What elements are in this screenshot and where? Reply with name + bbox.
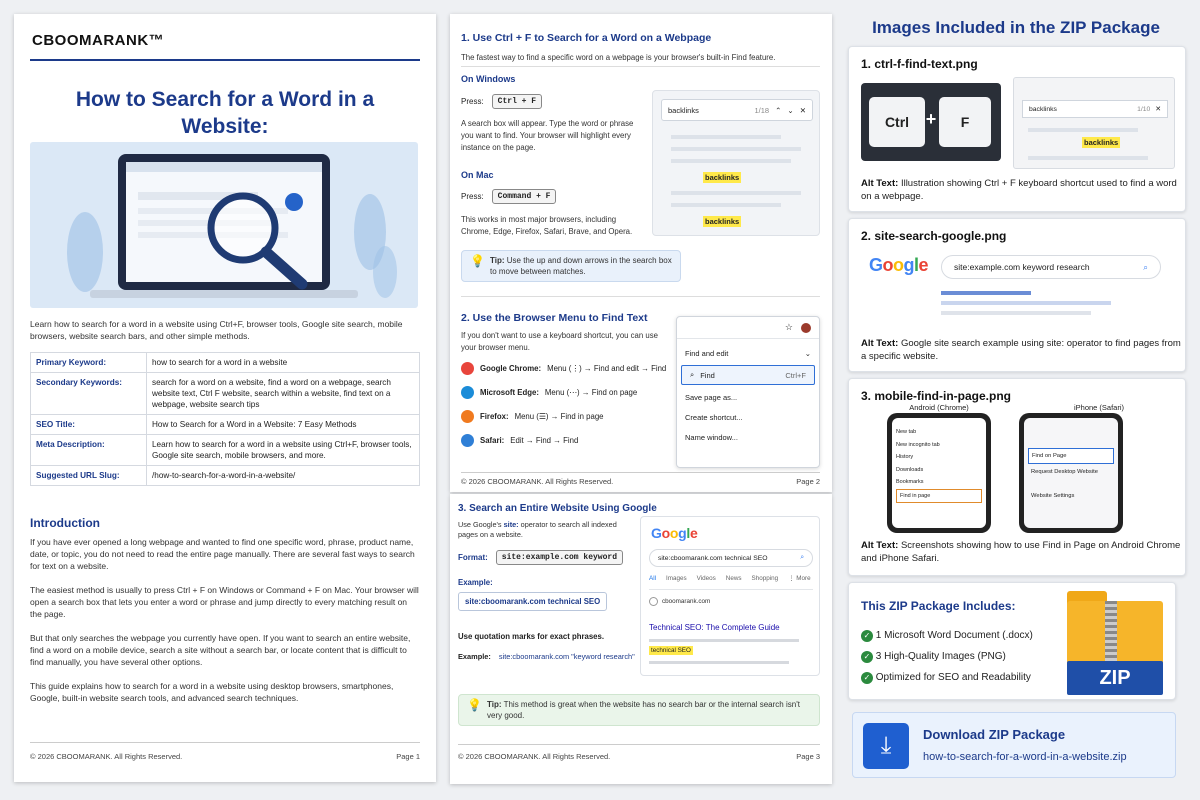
- press-label: Press:: [461, 97, 484, 106]
- keyboard-illustration: [861, 83, 1001, 161]
- find-bar[interactable]: [1022, 100, 1168, 118]
- table-row: [31, 373, 420, 415]
- image-filename: 3. mobile-find-in-page.png: [861, 389, 1011, 403]
- title-line-1: How to Search for a Word in a Website:: [75, 88, 375, 138]
- table-value: /how-to-search-for-a-word-in-a-website/: [147, 466, 420, 486]
- footer-rule: [458, 744, 820, 745]
- menu-item[interactable]: Bookmarks: [896, 479, 924, 485]
- menu-item-find[interactable]: [681, 365, 815, 385]
- mac-shortcut-row: [461, 189, 556, 204]
- android-phone: [887, 413, 991, 533]
- search-icon: ⌕: [690, 370, 695, 379]
- android-screen: [892, 418, 986, 528]
- star-icon[interactable]: ☆: [784, 322, 793, 332]
- result-line: [941, 291, 1031, 295]
- download-icon: ⤓: [863, 723, 909, 769]
- table-key: SEO Title:: [31, 415, 147, 435]
- seo-table: [30, 352, 420, 486]
- menu-label: Find and edit: [685, 348, 729, 358]
- image-filename: 1. ctrl-f-find-text.png: [861, 57, 978, 71]
- find-bar-illustration: [652, 90, 820, 236]
- browser-name: Safari:: [480, 435, 505, 445]
- zip-contents-list: [861, 625, 1033, 688]
- f-key: F: [939, 97, 991, 147]
- format-row: [458, 550, 623, 565]
- images-heading: Images Included in the ZIP Package: [872, 18, 1160, 37]
- tip-text: This method is great when the website has no search bar or the internal search isn't very good.: [487, 700, 800, 720]
- tab-all[interactable]: All: [649, 575, 656, 582]
- browser-toolbar: [677, 317, 819, 339]
- image-filename: 2. site-search-google.png: [861, 229, 1007, 243]
- example-label: Example:: [458, 652, 491, 661]
- search-query: site:example.com keyword research: [954, 262, 1090, 272]
- tip-label: Tip:: [490, 256, 505, 265]
- google-search-box[interactable]: [649, 549, 813, 567]
- google-search-box[interactable]: [941, 255, 1161, 279]
- table-value: how to search for a word in a website: [147, 353, 420, 373]
- page-number: Page 3: [796, 752, 820, 761]
- menu-item[interactable]: New incognito tab: [896, 441, 940, 448]
- browser-name: Microsoft Edge:: [480, 387, 539, 397]
- table-value: Learn how to search for a word in a website using Ctrl+F, browser tools, Google site search, mobile browsers, and more.: [147, 435, 420, 466]
- table-value: search for a word on a website, find a word on a webpage, search website text, Ctrl F website, search within a website, find text on a webpage, website search tips: [147, 373, 420, 415]
- table-key: Suggested URL Slug:: [31, 466, 147, 486]
- tab-news[interactable]: News: [725, 575, 742, 582]
- divider: [649, 589, 813, 590]
- chevron-up-icon[interactable]: ⌃: [775, 105, 782, 115]
- download-zip-button[interactable]: [852, 712, 1176, 778]
- lightbulb-icon: 💡: [470, 254, 485, 268]
- menu-path: Menu (⋮) → Find and edit → Find: [547, 363, 667, 373]
- brand-logo: CBOOMARANK™: [32, 32, 165, 49]
- windows-shortcut-row: [461, 94, 542, 109]
- plus-sign: +: [925, 109, 937, 129]
- example-label: Example:: [458, 578, 493, 587]
- tip-text: Use the up and down arrows in the search box to move between matches.: [490, 256, 672, 276]
- windows-heading: On Windows: [461, 74, 516, 84]
- firefox-icon: [461, 410, 474, 423]
- section-1-heading: 1. Use Ctrl + F to Search for a Word on a Webpage: [461, 32, 712, 44]
- safari-icon: [461, 434, 474, 447]
- menu-label: Save page as...: [685, 392, 738, 402]
- iphone-screen: [1024, 418, 1118, 528]
- windows-text: A search box will appear. Type the word or phrase you want to find. Your browser will highlight every instance on the page.: [461, 119, 634, 152]
- text-line: [671, 135, 781, 139]
- find-query: backlinks: [668, 105, 699, 115]
- section-3-lead: Use Google's site: operator to search all indexed pages on a website.: [458, 520, 617, 539]
- tab-shopping[interactable]: Shopping: [751, 575, 779, 582]
- table-row: [31, 466, 420, 486]
- result-domain: cboomarank.com: [662, 598, 711, 605]
- format-value: site:example.com keyword: [496, 550, 623, 565]
- quote-example-value: site:cboomarank.com "keyword research": [498, 652, 635, 661]
- table-row: [31, 435, 420, 466]
- chevron-down-icon: ⌄: [804, 348, 811, 358]
- search-icon[interactable]: ⌕: [1143, 261, 1148, 272]
- table-key: Primary Keyword:: [31, 353, 147, 373]
- ctrl-key: Ctrl: [869, 97, 925, 147]
- snippet-highlight: technical SEO: [651, 647, 691, 654]
- download-title: Download ZIP Package: [923, 727, 1066, 742]
- zip-folder-icon: [1067, 591, 1163, 695]
- chevron-down-icon[interactable]: ⌄: [787, 105, 794, 115]
- edge-icon: [461, 386, 474, 399]
- page-number: Page 1: [396, 752, 420, 761]
- browser-name: Firefox:: [480, 411, 509, 421]
- tip-label: Tip:: [487, 700, 502, 709]
- menu-label: Create shortcut...: [685, 412, 743, 422]
- image-card-1: [848, 46, 1186, 212]
- iphone-phone: [1019, 413, 1123, 533]
- header-rule: [30, 59, 420, 61]
- quote-heading: Use quotation marks for exact phrases.: [458, 632, 605, 641]
- google-logo: Google: [651, 525, 698, 541]
- menu-path: Edit → Find → Find: [510, 435, 579, 445]
- chrome-icon: [461, 362, 474, 375]
- list-item: [461, 428, 681, 452]
- search-icon[interactable]: ⌕: [800, 554, 804, 561]
- shortcut-hint: Ctrl+F: [785, 370, 806, 380]
- find-bar-illustration: [1013, 77, 1175, 169]
- google-tabs: [649, 575, 811, 582]
- mac-text: This works in most major browsers, including Chrome, Edge, Firefox, Safari, Brave, and Opera.: [461, 215, 633, 236]
- match-count: 1/18: [754, 105, 770, 115]
- section-3-heading: 3. Search an Entire Website Using Google: [458, 503, 657, 514]
- intro-summary: Learn how to search for a word in a website using Ctrl+F, browser tools, Google site search, mobile browsers, website search bars, and other simple methods.: [30, 319, 403, 341]
- image-card-2: [848, 218, 1186, 372]
- menu-item-create-shortcut[interactable]: [677, 407, 819, 427]
- zip-contents-card: [848, 582, 1176, 700]
- search-query: site:cboomarank.com technical SEO: [658, 554, 768, 562]
- zip-badge: ZIP: [1067, 661, 1163, 695]
- check-icon: ✓: [861, 630, 873, 642]
- list-item: [461, 356, 681, 380]
- menu-item[interactable]: New tab: [896, 429, 917, 435]
- text-line: [1028, 128, 1138, 132]
- find-bar[interactable]: [661, 99, 813, 121]
- footer-copyright: © 2026 CBOOMARANK. All Rights Reserved.: [461, 477, 614, 486]
- text-line: [671, 191, 801, 195]
- page-number: Page 2: [796, 477, 820, 486]
- tip-box: [458, 694, 820, 726]
- menu-item-find-in-page[interactable]: Find in page: [896, 489, 982, 504]
- find-query: backlinks: [1029, 105, 1057, 113]
- google-logo: Google: [869, 255, 929, 275]
- browser-list: [461, 356, 681, 452]
- tip-box: [461, 250, 681, 282]
- intro-paragraph: This guide explains how to search for a word in a website using desktop browsers, smartphones, Google, built-in website search tools, and advanced search techniques.: [30, 681, 394, 703]
- match-count: 1/10: [1137, 105, 1151, 113]
- table-value: How to Search for a Word in a Website: 7 Easy Methods: [147, 415, 420, 435]
- ctrl-f-key: Ctrl + F: [492, 94, 542, 109]
- list-item: ✓ 3 High-Quality Images (PNG): [861, 646, 1033, 667]
- browser-menu-illustration: [676, 316, 820, 468]
- iphone-label: iPhone (Safari): [1073, 403, 1125, 412]
- document-page-3: [450, 494, 832, 784]
- android-label: Android (Chrome): [909, 403, 969, 412]
- site-favicon-icon: [649, 597, 658, 606]
- download-filename: how-to-search-for-a-word-in-a-website.zip: [923, 751, 1127, 763]
- command-f-key: Command + F: [492, 189, 557, 204]
- tab-videos[interactable]: Videos: [696, 575, 716, 582]
- laptop-magnifier-icon: [30, 142, 418, 308]
- highlighted-match: backlinks: [1084, 138, 1119, 147]
- zip-contents-heading: This ZIP Package Includes:: [861, 599, 1016, 613]
- hero-laptop-illustration: [30, 142, 418, 308]
- table-key: Meta Description:: [31, 435, 147, 466]
- divider: [461, 296, 820, 297]
- format-label: Format:: [458, 553, 488, 562]
- footer-copyright: © 2026 CBOOMARANK. All Rights Reserved.: [30, 752, 183, 761]
- divider: [461, 66, 820, 67]
- menu-item-find-on-page[interactable]: Find on Page: [1028, 448, 1114, 464]
- text-line: [671, 147, 801, 151]
- section-2-lead: If you don't want to use a keyboard shortcut, you can use your browser menu.: [461, 331, 658, 352]
- menu-item-name-window[interactable]: [677, 427, 819, 447]
- tab-more[interactable]: ⋮ More: [788, 575, 811, 582]
- text-line: [671, 159, 791, 163]
- close-icon[interactable]: ✕: [1155, 106, 1161, 113]
- highlighted-match: backlinks: [705, 217, 740, 226]
- list-item: ✓ 1 Microsoft Word Document (.docx): [861, 625, 1033, 646]
- text-line: [671, 203, 781, 207]
- result-title[interactable]: Technical SEO: The Complete Guide: [649, 623, 780, 632]
- menu-item[interactable]: History: [896, 454, 914, 460]
- image-card-3: [848, 378, 1186, 576]
- section-1-lead: The fastest way to find a specific word on a webpage is your browser's built-in Find feature.: [461, 53, 776, 62]
- menu-path: Menu (⋯) → Find on page: [544, 387, 638, 397]
- menu-path: Menu (☰) → Find in page: [514, 411, 604, 421]
- press-label: Press:: [461, 192, 484, 201]
- browser-name: Google Chrome:: [480, 363, 542, 373]
- document-page-2: [450, 14, 832, 492]
- footer-rule: [461, 472, 820, 473]
- list-item: [461, 380, 681, 404]
- footer-copyright: © 2026 CBOOMARANK. All Rights Reserved.: [458, 752, 611, 761]
- alt-text: Alt Text: Illustration showing Ctrl + F keyboard shortcut used to find a word on a webpage.: [861, 178, 1177, 202]
- mac-heading: On Mac: [461, 170, 494, 180]
- table-row: [31, 415, 420, 435]
- table-key: Secondary Keywords:: [31, 373, 147, 415]
- intro-paragraph: The easiest method is usually to press Ctrl + F on Windows or Command + F on Mac. Your browser will open a search box that lets you enter a word or phrase and jump directly to every matching result on the page.: [30, 585, 419, 619]
- intro-paragraph: If you have ever opened a long webpage and wanted to find one specific word, phrase, product name, date, or topic, you do not need to read the entire page manually. There are several fast ways to search for text on a website.: [30, 537, 415, 571]
- quote-example-row: [458, 652, 635, 661]
- tab-images[interactable]: Images: [666, 575, 687, 582]
- intro-heading: Introduction: [30, 516, 100, 530]
- intro-paragraph: But that only searches the webpage you currently have open. If you want to search an entire website, find a word on a mobile device, search a site without a search bar, or locate content that is difficult to find manually, you have several other options.: [30, 633, 411, 667]
- list-item: ✓ Optimized for SEO and Readability: [861, 667, 1033, 688]
- menu-item[interactable]: Downloads: [896, 466, 924, 473]
- snippet-line: [649, 661, 789, 664]
- lightbulb-icon: 💡: [467, 698, 482, 712]
- list-item: [461, 404, 681, 428]
- google-search-illustration: [640, 516, 820, 676]
- result-source: [649, 597, 710, 606]
- table-row: [31, 353, 420, 373]
- result-line: [941, 311, 1091, 315]
- document-page-1: [14, 14, 436, 782]
- alt-text: Alt Text: Screenshots showing how to use Find in Page on Android Chrome and iPhone Safari.: [861, 540, 1181, 564]
- footer-rule: [30, 742, 420, 743]
- result-line: [941, 301, 1111, 305]
- section-2-heading: 2. Use the Browser Menu to Find Text: [461, 312, 648, 324]
- example-value: site:cboomarank.com technical SEO: [458, 592, 607, 611]
- check-icon: ✓: [861, 672, 873, 684]
- menu-item[interactable]: Request Desktop Website: [1031, 469, 1098, 475]
- check-icon: ✓: [861, 651, 873, 663]
- menu-item-find-and-edit[interactable]: [677, 343, 819, 363]
- menu-label: Name window...: [685, 432, 738, 442]
- text-line: [1028, 156, 1148, 160]
- close-icon[interactable]: ✕: [799, 105, 806, 115]
- menu-label: Find: [700, 370, 715, 380]
- highlighted-match: backlinks: [705, 173, 740, 182]
- menu-item[interactable]: Website Settings: [1031, 493, 1075, 499]
- snippet-line: [649, 639, 799, 642]
- alt-text: Alt Text: Google site search example using site: operator to find pages from a specific website.: [861, 338, 1181, 362]
- menu-item-save-page[interactable]: [677, 387, 819, 407]
- avatar[interactable]: [801, 323, 811, 333]
